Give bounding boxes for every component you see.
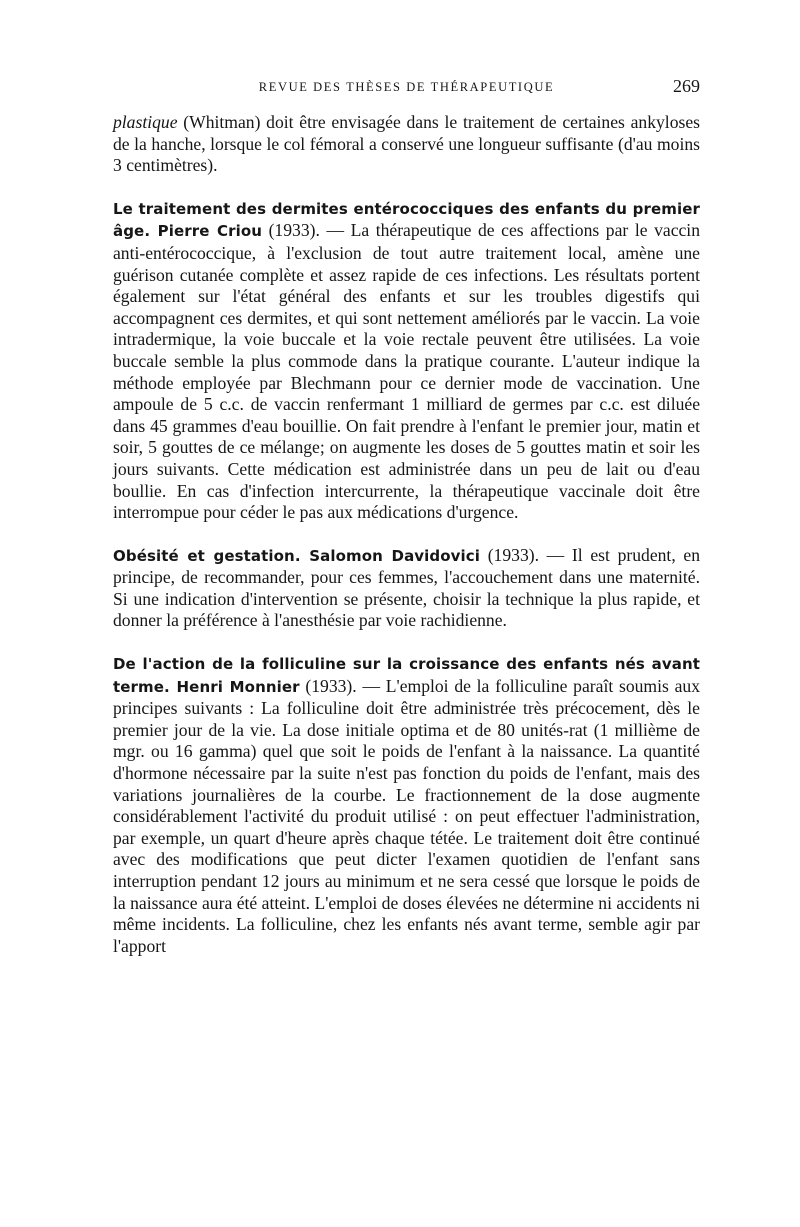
running-title: REVUE DES THÈSES DE THÉRAPEUTIQUE: [258, 80, 555, 94]
thesis-heading: Le traitement des dermites entérococciques des enfants du premier âge. Pierre Criou: [113, 199, 700, 241]
thesis-heading: Obésité et gestation. Salomon Davidovici: [113, 546, 481, 565]
paragraph-ankylosis-continuation: [113, 112, 700, 177]
paragraph-dermites: [113, 198, 700, 524]
paragraph-text: (1933). — Il est prudent, en principe, de recommander, pour ces femmes, l'accouchement dans une maternité. Si une indication d'intervention se présente, choisir la technique la plus rapide, et donner la préférence à l'anesthésie par voie rachidienne.: [113, 544, 700, 631]
paragraph-text: (1933). — L'emploi de la folliculine paraît soumis aux principes suivants : La folliculine doit être administrée très précocement, dès le premier jour de la vie. La dose initiale optima et de 80 unités-rat (1 millième de mgr. ou 16 gamma) quel que soit le poids de l'enfant à la naissance. La quantité d'hormone nécessaire par la suite n'est pas fonction du poids de l'enfant, mais des variations journalières de la courbe. Le fractionnement de la dose augmente considérablement l'activité du produit utilisé : on peut effectuer l'administration, par exemple, un quart d'heure après chaque tétée. Le traitement doit être continué avec des modifications que peut dicter l'examen quotidien de l'enfant sans interruption pendant 12 jours au minimum et ne sera cessé que lorsque le poids de la naissance aura été atteint. L'emploi de doses élevées ne détermine ni accidents ni même incidents. La folliculine, chez les enfants nés avant terme, semble agir par l'apport: [113, 675, 700, 956]
paragraph-folliculine: [113, 653, 700, 957]
journal-page: [113, 74, 700, 957]
thesis-heading: De l'action de la folliculine sur la croissance des enfants nés avant terme. Henri Monnier: [113, 655, 700, 696]
paragraph-text: (Whitman) doit être envisagée dans le traitement de certaines ankyloses de la hanche, lorsque le col fémoral a conservé une longueur suffisante (d'au moins 3 centimètres).: [113, 112, 700, 176]
running-header: [113, 74, 700, 104]
paragraph-text: (1933). — La thérapeutique de ces affections par le vaccin anti-entérococcique, à l'exclusion de tout autre traitement local, amène une guérison cutanée complète et assez rapide de ces infections. Les résultats portent également sur l'état général des enfants et sur les troubles digestifs qui accompagnent ces dermites, et qui sont nettement améliorés par le vaccin. La voie intradermique, la voie buccale et la voie rectale peuvent être utilisées. La voie buccale semble la plus commode dans la pratique courante. L'auteur indique la méthode employée par Blechmann pour ce dernier mode de vaccination. Une ampoule de 5 c.c. de vaccin renfermant 1 milliard de germes par c.c. est diluée dans 45 grammes d'eau bouillie. On fait prendre à l'enfant le premier jour, matin et soir, 5 gouttes de ce mélange; on augmente les doses de 5 gouttes matin et soir les jours suivants. Cette médication est administrée dans un peu de lait ou d'eau boullie. En cas d'infection intercurrente, la thérapeutique vaccinale doit être interrompue pour céder le pas aux médications d'urgence.: [113, 220, 700, 523]
body-text: [113, 112, 700, 957]
paragraph-obesite: [113, 545, 700, 632]
italic-term: plastique: [113, 112, 178, 132]
page-number: 269: [673, 76, 700, 96]
